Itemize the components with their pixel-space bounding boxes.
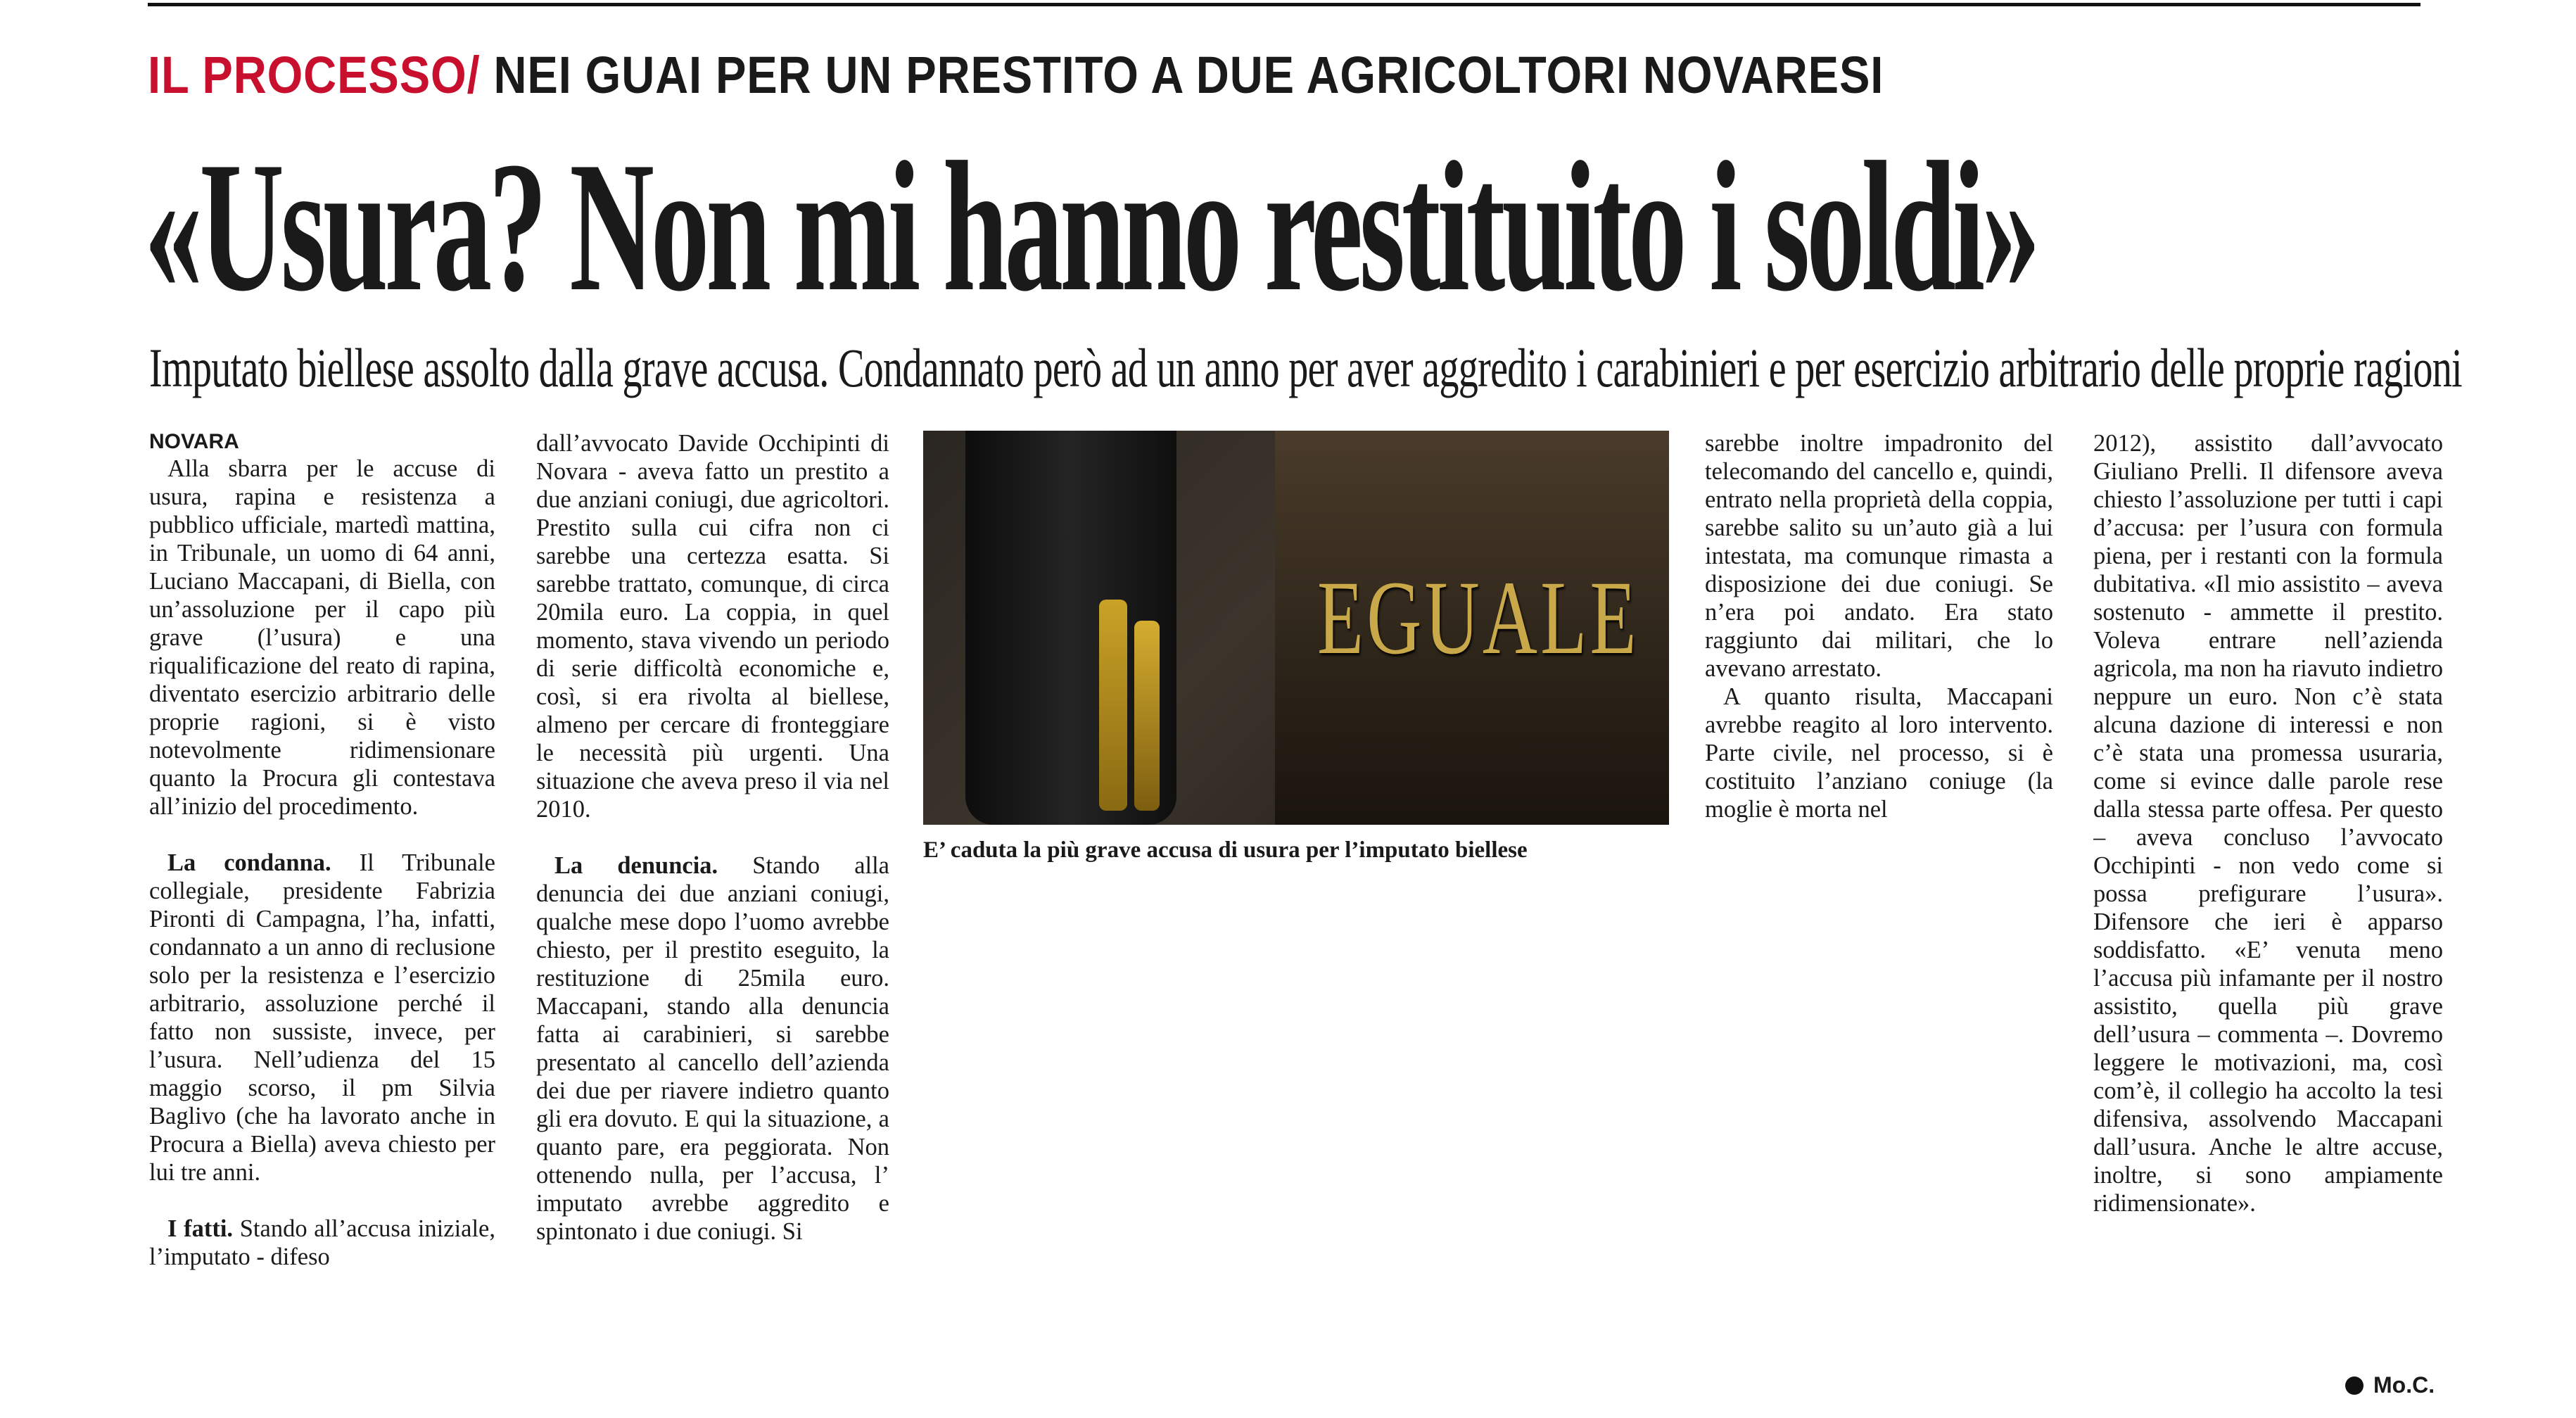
paragraph-lead: I fatti. xyxy=(167,1215,234,1242)
paragraph xyxy=(149,849,495,1186)
paragraph xyxy=(536,852,889,1246)
photo-tassel xyxy=(1134,621,1160,811)
paragraph-text: Il Tribunale collegiale, presidente Fabrizia Pironti di Campagna, l’ha, infatti, condannato a un anno di reclusione solo per la resistenza e l’esercizio arbitrario, assoluzione perché il fatto non sussiste, invece, per l’usura. Nell’udienza del 15 maggio scorso, il pm Silvia Baglivo (che ha lavorato anche in Procura a Biella) aveva chiesto per lui tre anni. xyxy=(149,849,495,1186)
photo-caption: E’ caduta la più grave accusa di usura per l’imputato biellese xyxy=(923,837,1528,863)
dateline: NOVARA xyxy=(149,430,239,453)
paragraph-text: Stando all’accusa iniziale, l’imputato - difeso xyxy=(149,1215,495,1270)
photo-engraved-text: EGUALE xyxy=(1317,559,1639,676)
paragraph: dall’avvocato Davide Occhipinti di Novara - aveva fatto un prestito a due anziani coniugi, due agricoltori. Prestito sulla cui cifra non ci sarebbe una certezza esatta. Si sarebbe trattato, comunque, di circa 20mila euro. La coppia, in quel momento, stava vivendo un periodo di serie difficoltà economiche e, così, si era rivolta al biellese, almeno per cercare di fronteggiare le necessità più urgenti. Una situazione che aveva preso il via nel 2010. xyxy=(536,430,889,823)
photo-tassel xyxy=(1099,600,1127,811)
headline: «Usura? Non mi hanno restituito i soldi» xyxy=(144,124,2037,330)
paragraph-text: Stando alla denuncia dei due anziani coniugi, qualche mese dopo l’uomo avrebbe chiesto, per il prestito eseguito, la restituzione di 25mila euro. Maccapani, stando alla denuncia fatta ai carabinieri, si sarebbe presentato al cancello dell’azienda dei due per riavere indietro quanto gli era dovuto. E qui la situazione, a quanto pare, era peggiorata. Non ottenendo nulla, per l’accusa, l’ imputato avrebbe aggredito e spintonato i due coniugi. Si xyxy=(536,852,889,1245)
paragraph: 2012), assistito dall’avvocato Giuliano Prelli. Il difensore aveva chiesto l’assoluzione per tutti i capi d’accusa: per l’usura con formula piena, per i restanti con la formula dubitativa. «Il mio assistito – aveva sostenuto - ammette il prestito. Voleva entrare nell’azienda agricola, ma non ha riavuto indietro neppure un euro. Non c’è stata alcuna dazione di interessi e non c’è stata una promessa usuraria, come si evince dalle parole rese dalla stessa parte offesa. Per questo – aveva concluso l’avvocato Occhipinti - non vedo come si possa prefigurare l’usura». Difensore che ieri è apparso soddisfatto. «E’ venuta meno l’accusa più infamante per il nostro assistito, quella più grave dell’usura – commenta –. Dovremo leggere le motivazioni, ma, così com’è, il collegio ha accolto la tesi difensiva, assolvendo Maccapani dall’usura. Anche le altre accuse, inoltre, si sono ampiamente ridimensionate». xyxy=(2093,430,2443,1217)
paragraph: sarebbe inoltre impadronito del telecomando del cancello e, quindi, entrato nella proprietà della coppia, sarebbe salito su un’auto già a lui intestata, ma comunque rimasta a disposizione dei due coniugi. Se n’era poi andato. Era stato raggiunto dai militari, che lo avevano arrestato. xyxy=(1705,430,2053,682)
article-column-1 xyxy=(149,429,495,1418)
article-column-2 xyxy=(536,429,889,1418)
top-rule xyxy=(148,3,2420,6)
article-column-4 xyxy=(2093,429,2443,1418)
article-photo xyxy=(923,431,1669,825)
author-signature xyxy=(2345,1372,2435,1398)
paragraph: A quanto risulta, Maccapani avrebbe reagito al loro intervento. Parte civile, nel processo, si è costituito l’anziano coniuge (la moglie è morta nel xyxy=(1705,683,2053,823)
article-column-3 xyxy=(1705,429,2053,1418)
paragraph-lead: La denuncia. xyxy=(554,852,718,879)
kicker xyxy=(148,45,1884,105)
bullet-icon xyxy=(2345,1376,2364,1395)
signature-text: Mo.C. xyxy=(2373,1372,2435,1398)
kicker-section: IL PROCESSO/ xyxy=(148,46,481,104)
paragraph-lead: La condanna. xyxy=(167,849,331,876)
kicker-topic: NEI GUAI PER UN PRESTITO A DUE AGRICOLTORI NOVARESI xyxy=(480,46,1884,104)
subheadline: Imputato biellese assolto dalla grave accusa. Condannato però ad un anno per aver aggredito i carabinieri e per esercizio arbitrario delle proprie ragioni xyxy=(149,337,2462,398)
paragraph: Alla sbarra per le accuse di usura, rapina e resistenza a pubblico ufficiale, martedì mattina, in Tribunale, un uomo di 64 anni, Luciano Maccapani, di Biella, con un’assoluzione per il capo più grave (l’usura) e una riqualificazione del reato di rapina, diventato esercizio arbitrario delle proprie ragioni, si è visto notevolmente ridimensionare quanto la Procura gli contestava all’inizio del procedimento. xyxy=(149,455,495,820)
paragraph xyxy=(149,1215,495,1271)
